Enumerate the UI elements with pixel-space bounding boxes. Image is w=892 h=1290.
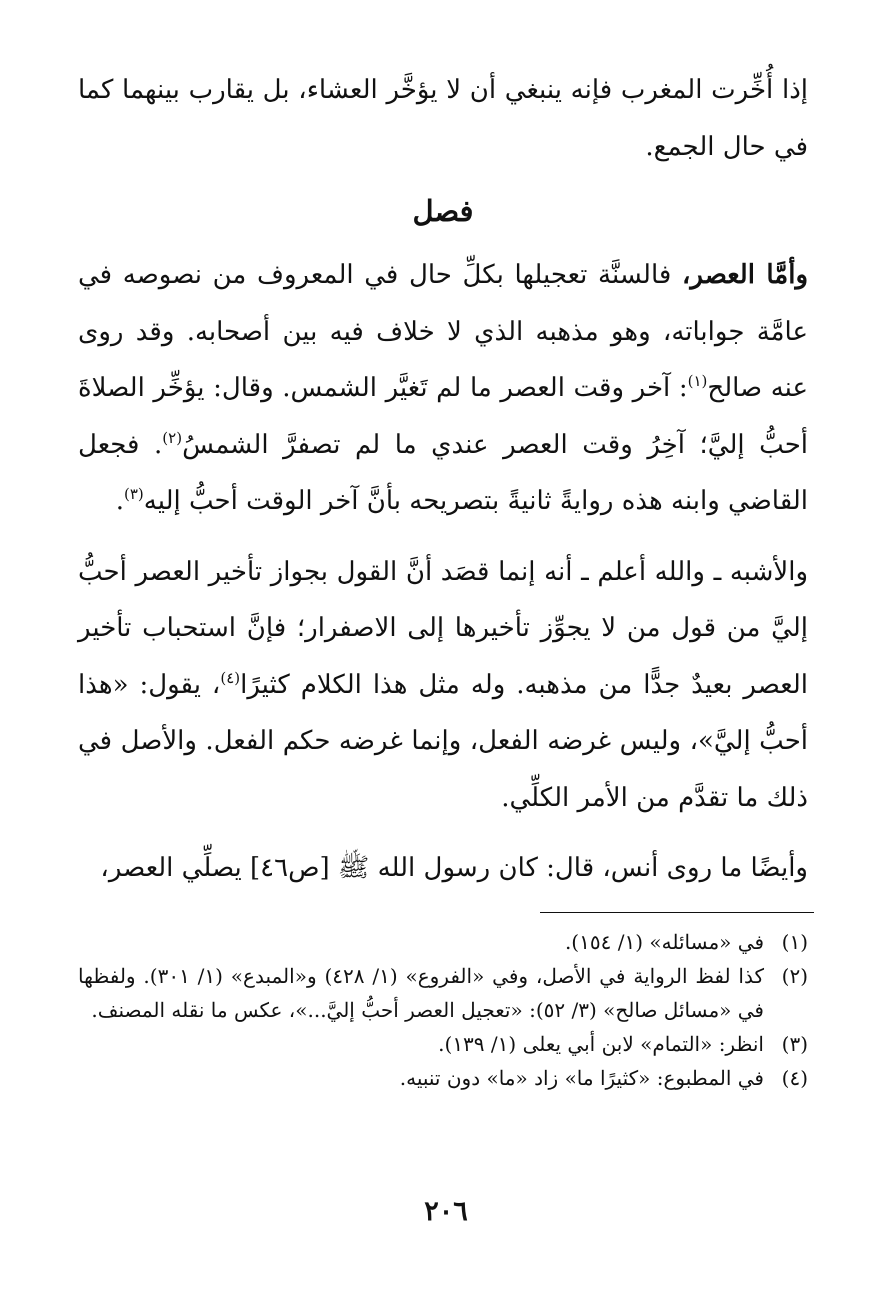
text-run: : آخر وقت العصر ما لم تَغيَّر الشمس. وقال: يؤخِّر الصلاةَ أحبُّ إليَّ؛ آخِرُ وقت العصر عندي ما لم تصفرَّ الشمسُ <box>78 373 808 460</box>
footnote-text: في المطبوع: «كثيرًا ما» زاد «ما» دون تنبيه. <box>399 1066 764 1090</box>
footnote-text: كذا لفظ الرواية في الأصل، وفي «الفروع» (١/ ٤٢٨) و«المبدع» (١/ ٣٠١). ولفظها في «مسائل صالح» (٣/ ٥٢): «تعجيل العصر أحبُّ إليَّ...»، عكس ما نقله المصنف. <box>78 964 764 1022</box>
footnote-number: (١) <box>781 930 808 954</box>
lead-phrase: وأمَّا العصر، <box>681 260 808 290</box>
footnote-ref[interactable]: (٤) <box>220 668 241 687</box>
intro-paragraph: إذا أُخِّرت المغرب فإنه ينبغي أن لا يؤخَّر العشاء، بل يقارب بينهما كما في حال الجمع. <box>78 75 808 162</box>
footnote <box>78 925 808 959</box>
footnote-ref[interactable]: (١) <box>687 372 708 390</box>
footnote-ref[interactable]: (٣) <box>124 485 144 503</box>
footnotes <box>78 925 808 1095</box>
main-text <box>78 62 808 897</box>
text-run: فالسنَّة تعجيلها بكلِّ حال في المعروف من نصوصه في عامَّة جواباته، وهو مذهبه الذي لا خلاف فيه بين أصحابه. وقد روى عنه صالح <box>78 260 808 403</box>
paragraph-anas: وأيضًا ما روى أنس، قال: كان رسول الله ﷺ [ص٤٦] يصلِّي العصر، <box>100 853 808 883</box>
text-run: . <box>115 486 124 516</box>
footnote <box>78 959 808 1027</box>
footnote-ref[interactable]: (٢) <box>162 428 183 447</box>
paragraph-asr <box>78 247 808 530</box>
footnote <box>78 1061 808 1095</box>
section-heading: فصل <box>412 194 474 228</box>
text-run: . فجعل القاضي وابنه هذه روايةً ثانيةً بتصريحه بأنَّ آخر الوقت أحبُّ إليه <box>78 429 808 516</box>
text-run: والأشبه ـ والله أعلم ـ أنه إنما قصَد أنَّ القول بجواز تأخير العصر أحبُّ إليَّ من قول من لا يجوِّز تأخيرها إلى الاصفرار؛ فإنَّ استحباب تأخير العصر بعيدٌ جدًّا من مذهبه. وله مثل هذا الكلام كثيرًا <box>78 556 809 700</box>
footnote-number: (٣) <box>781 1032 808 1056</box>
text-run: ، يقول: «هذا أحبُّ إليَّ»، وليس غرضه الفعل، وإنما غرضه حكم الفعل. والأصل في ذلك ما تقدَّم من الأمر الكلِّي. <box>78 669 808 813</box>
footnote-number: (٤) <box>781 1066 808 1090</box>
page-number: ٢٠٦ <box>424 1196 468 1227</box>
footnote-text: في «مسائله» (١/ ١٥٤). <box>564 930 764 954</box>
footnote-text: انظر: «التمام» لابن أبي يعلى (١/ ١٣٩). <box>438 1032 764 1056</box>
footnote-number: (٢) <box>781 964 808 988</box>
footnote <box>78 1027 808 1061</box>
paragraph-ashbah <box>78 544 808 827</box>
footnote-divider <box>540 912 814 913</box>
